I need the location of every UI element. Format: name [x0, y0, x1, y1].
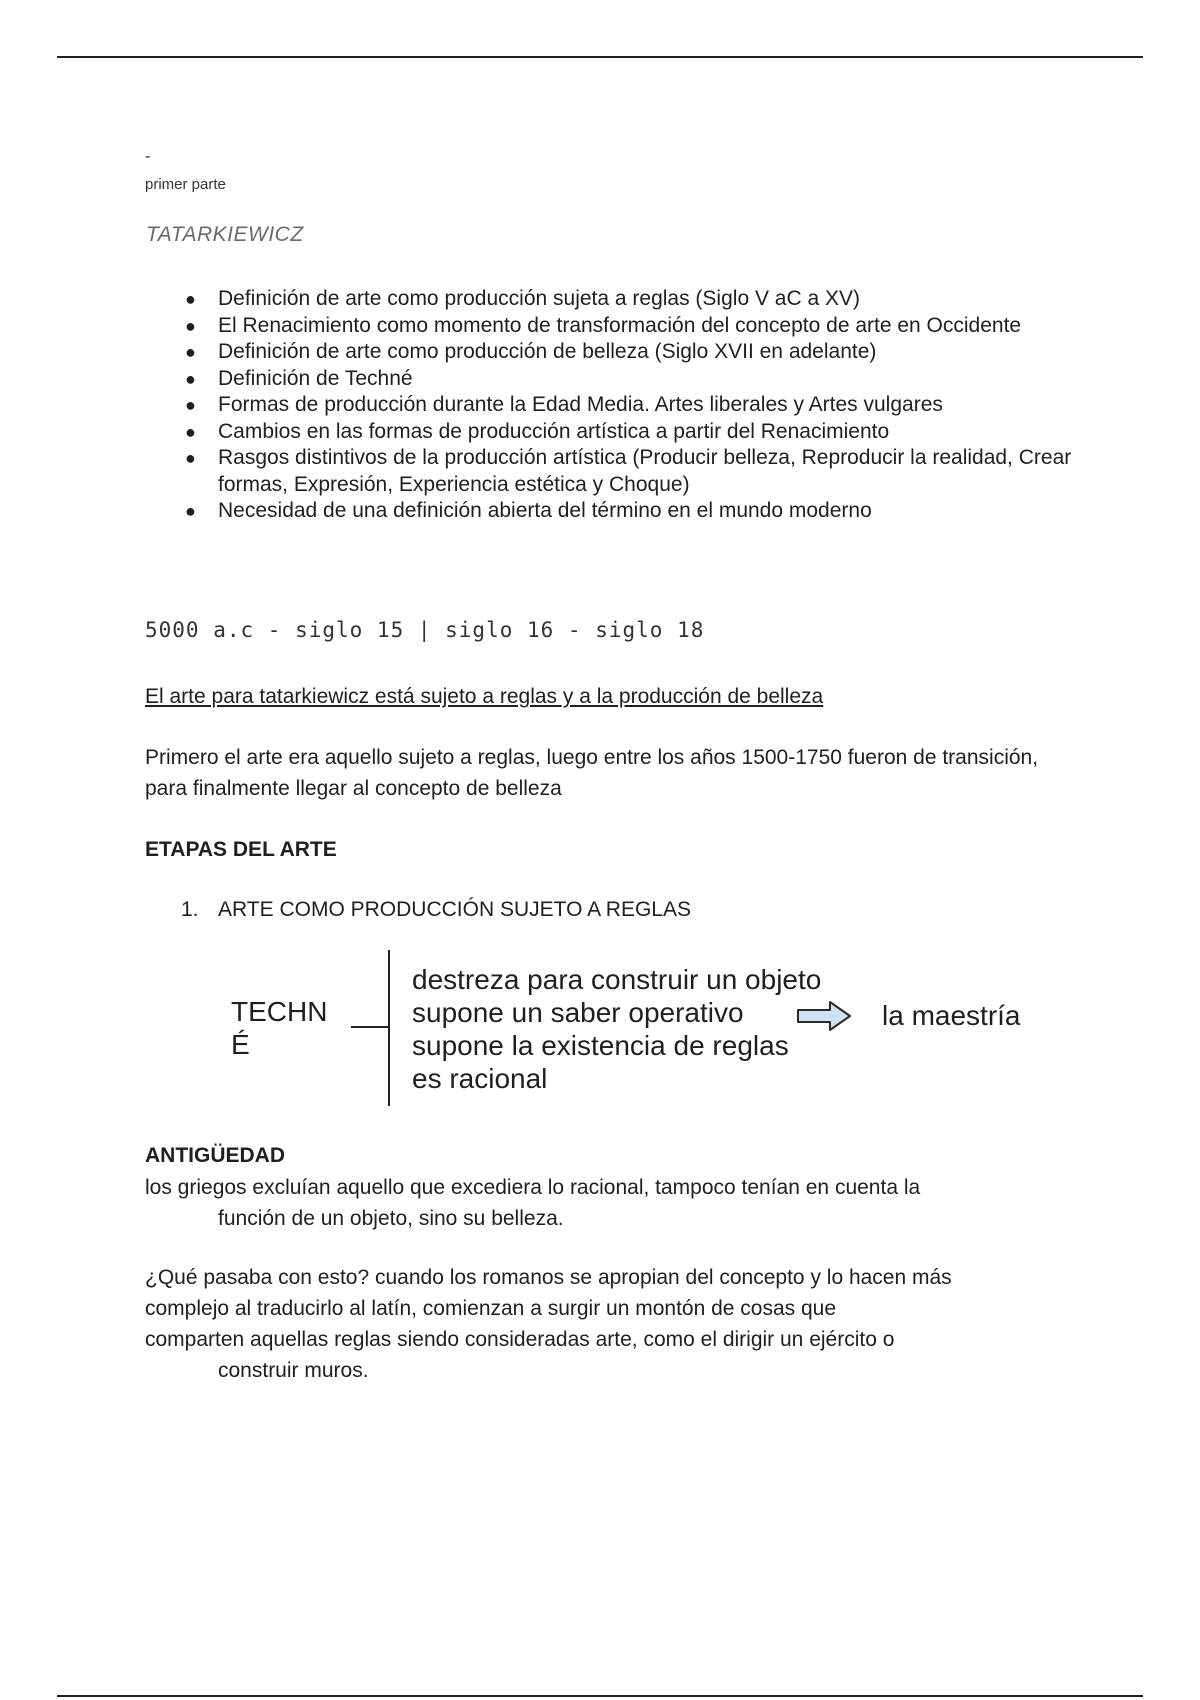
list-item: ● Formas de producción durante la Edad Media. Artes liberales y Artes vulgares [185, 392, 1085, 419]
dash-mark: - [145, 148, 151, 165]
top-rule [57, 56, 1143, 58]
definition-item: supone la existencia de reglas [412, 1030, 789, 1061]
stage-number: 1. [181, 898, 199, 921]
bullet-icon: ● [185, 448, 196, 468]
list-item: ● Definición de Techné [185, 366, 1085, 393]
definition-item: es racional [412, 1063, 548, 1094]
bullet-icon: ● [185, 289, 196, 309]
bottom-rule [57, 1695, 1143, 1697]
antiquity-paragraph-1: los griegos excluían aquello que excediera lo racional, tampoco tenían en cuenta la función de un objeto, sino su belleza. [145, 1176, 921, 1230]
list-item: ● Definición de arte como producción de belleza (Siglo XVII en adelante) [185, 339, 1085, 366]
diagram-term: TECHNÉ [231, 996, 328, 1060]
topics-list [185, 286, 1085, 525]
list-item: ● Rasgos distintivos de la producción artística (Producir belleza, Reproducir la realidad, Crear formas, Expresión, Experiencia estética y Choque) [185, 446, 1072, 496]
diagram-result: la maestría [882, 1000, 1021, 1031]
list-item: ● El Renacimiento como momento de transformación del concepto de arte en Occidente [185, 313, 1085, 340]
stage-item [181, 898, 691, 922]
antiquity-heading: ANTIGÜEDAD [145, 1144, 285, 1167]
definition-item: supone un saber operativo [412, 997, 744, 1028]
stage-title: ARTE COMO PRODUCCIÓN SUJETO A REGLAS [218, 898, 691, 921]
bullet-icon: ● [185, 395, 196, 415]
subtitle: primer parte [145, 176, 226, 193]
bullet-icon: ● [185, 501, 196, 521]
diagram-connector [351, 1026, 389, 1028]
bullet-icon: ● [185, 421, 196, 442]
stages-heading: ETAPAS DEL ARTE [145, 838, 337, 861]
intro-paragraph: Primero el arte era aquello sujeto a reglas, luego entre los años 1500-1750 fueron de transición, para finalmente llegar al concepto de belleza [145, 746, 1039, 800]
author-title: TATARKIEWICZ [146, 223, 304, 246]
timeline: 5000 a.c - siglo 15 | siglo 16 - siglo 18 [145, 618, 705, 642]
arrow-right-icon [796, 1000, 852, 1032]
list-item: ● Necesidad de una definición abierta del término en el mundo moderno [185, 498, 1085, 525]
diagram-bracket [388, 950, 390, 1106]
bullet-icon: ● [185, 368, 196, 389]
definition-item: destreza para construir un objeto [412, 964, 822, 995]
list-item: ● Definición de arte como producción sujeta a reglas (Siglo V aC a XV) [185, 286, 1085, 313]
thesis-statement: El arte para tatarkiewicz está sujeto a reglas y a la producción de belleza [145, 685, 824, 708]
antiquity-paragraph-2: ¿Qué pasaba con esto? cuando los romanos se apropian del concepto y lo hacen más complejo al traducirlo al latín, comienzan a surgir un montón de cosas que comparten aquellas reglas siendo consideradas arte, como el dirigir un ejército o construir muros. [145, 1266, 952, 1382]
list-item: ● Cambios en las formas de producción artística a partir del Renacimiento [185, 419, 1085, 446]
bullet-icon: ● [185, 342, 196, 362]
bullet-icon: ● [185, 315, 196, 336]
diagram-definitions [412, 963, 821, 1095]
